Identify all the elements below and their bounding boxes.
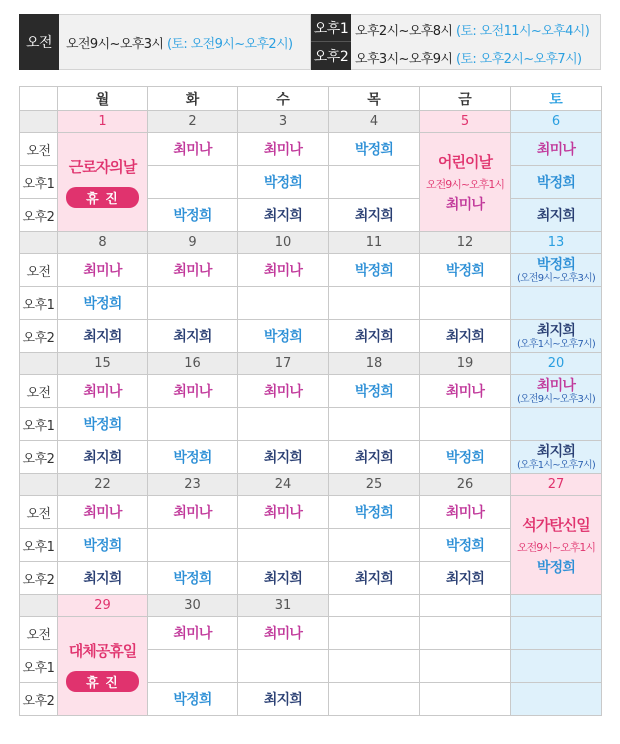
shift-cell: 최미나 xyxy=(58,375,148,408)
date-cell: 4 xyxy=(329,111,420,133)
date-cell: 16 xyxy=(148,353,238,375)
slot-row xyxy=(20,133,602,166)
shift-cell xyxy=(420,650,511,683)
date-blank xyxy=(20,595,58,617)
date-cell: 19 xyxy=(420,353,511,375)
shift-cell: 최미나 xyxy=(148,133,238,166)
date-cell: 1 xyxy=(58,111,148,133)
holiday-staff: 박정희 xyxy=(536,559,576,576)
weekday-tue: 화 xyxy=(148,87,238,111)
shift-cell xyxy=(329,408,420,441)
slot-label: 오후2 xyxy=(20,320,58,353)
shift-cell: 박정희 xyxy=(329,254,420,287)
legend-afternoon1-hours: 오후2시~오후8시 (토: 오전11시~오후4시) xyxy=(355,24,590,39)
saturday-shift-cell xyxy=(511,441,602,474)
holiday-cell-substitute xyxy=(58,617,148,716)
date-cell: 25 xyxy=(329,474,420,496)
shift-cell: 최지희 xyxy=(58,441,148,474)
holiday-title: 어린이날 xyxy=(438,152,492,171)
shift-cell: 최미나 xyxy=(238,496,329,529)
date-cell: 8 xyxy=(58,232,148,254)
date-cell: 30 xyxy=(148,595,238,617)
weekday-wed: 수 xyxy=(238,87,329,111)
slot-row xyxy=(20,287,602,320)
date-cell: 27 xyxy=(511,474,602,496)
shift-cell xyxy=(329,287,420,320)
legend-morning-tag: 오전 xyxy=(19,14,59,70)
holiday-cell-childrens-day xyxy=(420,133,511,232)
shift-cell xyxy=(420,287,511,320)
holiday-title: 근로자의날 xyxy=(68,158,137,176)
staff-name: 최미나 xyxy=(536,377,576,394)
shift-cell: 최미나 xyxy=(511,133,602,166)
shift-cell xyxy=(148,166,238,199)
date-blank xyxy=(20,232,58,254)
shift-cell: 박정희 xyxy=(238,166,329,199)
date-blank xyxy=(20,474,58,496)
holiday-hours: 오전9시~오후1시 xyxy=(426,177,504,191)
shift-cell: 최지희 xyxy=(58,562,148,595)
shift-cell: 최미나 xyxy=(148,617,238,650)
shift-cell: 박정희 xyxy=(238,320,329,353)
staff-hours: (오후1시~오후7시) xyxy=(516,338,596,350)
shift-cell xyxy=(511,287,602,320)
shift-cell: 최지희 xyxy=(329,562,420,595)
shift-cell: 최미나 xyxy=(238,133,329,166)
shift-cell: 최미나 xyxy=(238,617,329,650)
shift-cell: 최미나 xyxy=(58,496,148,529)
shift-cell: 최지희 xyxy=(238,683,329,716)
holiday-cell-buddha xyxy=(511,496,602,595)
weekday-sat: 토 xyxy=(511,87,602,111)
shift-cell: 박정희 xyxy=(58,529,148,562)
slot-label: 오후1 xyxy=(20,166,58,199)
shift-cell: 최지희 xyxy=(329,320,420,353)
date-cell xyxy=(511,595,602,617)
slot-label: 오후1 xyxy=(20,529,58,562)
schedule-calendar xyxy=(19,86,602,716)
weekday-thu: 목 xyxy=(329,87,420,111)
slot-row xyxy=(20,496,602,529)
weekday-fri: 금 xyxy=(420,87,511,111)
date-cell: 5 xyxy=(420,111,511,133)
date-cell: 20 xyxy=(511,353,602,375)
staff-hours: (오전9시~오후3시) xyxy=(516,272,596,284)
slot-row xyxy=(20,408,602,441)
legend-afternoon2-tag: 오후2 xyxy=(311,42,351,70)
staff-hours: (오전9시~오후3시) xyxy=(516,393,596,405)
shift-cell xyxy=(148,529,238,562)
shift-cell: 박정희 xyxy=(511,166,602,199)
saturday-shift-cell xyxy=(511,254,602,287)
weekday-mon: 월 xyxy=(58,87,148,111)
closed-badge: 휴 진 xyxy=(66,187,139,208)
date-cell: 3 xyxy=(238,111,329,133)
date-row xyxy=(20,232,602,254)
shift-cell xyxy=(329,166,420,199)
shift-cell: 최지희 xyxy=(420,320,511,353)
corner-cell xyxy=(20,87,58,111)
shift-cell: 박정희 xyxy=(148,562,238,595)
slot-row xyxy=(20,441,602,474)
shift-cell xyxy=(238,650,329,683)
slot-row xyxy=(20,320,602,353)
shift-cell: 박정희 xyxy=(58,287,148,320)
date-cell: 18 xyxy=(329,353,420,375)
legend-afternoon1-tag: 오후1 xyxy=(311,14,351,42)
date-row xyxy=(20,353,602,375)
date-blank xyxy=(20,353,58,375)
date-row xyxy=(20,595,602,617)
date-cell: 22 xyxy=(58,474,148,496)
shift-cell xyxy=(238,529,329,562)
slot-label: 오전 xyxy=(20,254,58,287)
shift-cell: 최미나 xyxy=(420,375,511,408)
shift-cell xyxy=(329,529,420,562)
holiday-staff: 최미나 xyxy=(445,196,485,213)
shift-cell: 최지희 xyxy=(420,562,511,595)
slot-label: 오후2 xyxy=(20,683,58,716)
holiday-hours: 오전9시~오후1시 xyxy=(517,540,595,554)
date-cell xyxy=(420,595,511,617)
shift-cell: 박정희 xyxy=(420,254,511,287)
holiday-cell-labor-day xyxy=(58,133,148,232)
shift-cell: 최미나 xyxy=(148,254,238,287)
shift-cell: 박정희 xyxy=(329,133,420,166)
shift-cell xyxy=(148,287,238,320)
shift-cell: 박정희 xyxy=(148,683,238,716)
date-cell: 26 xyxy=(420,474,511,496)
shift-cell: 최지희 xyxy=(511,199,602,232)
shift-cell: 최미나 xyxy=(420,496,511,529)
shift-cell: 박정희 xyxy=(148,441,238,474)
shift-cell: 최미나 xyxy=(238,254,329,287)
shift-cell xyxy=(511,683,602,716)
slot-row xyxy=(20,375,602,408)
date-cell: 9 xyxy=(148,232,238,254)
shift-cell xyxy=(511,617,602,650)
slot-label: 오후2 xyxy=(20,562,58,595)
legend-morning-hours: 오전9시~오후3시 (토: 오전9시~오후2시) xyxy=(66,37,293,52)
hours-legend xyxy=(19,14,601,70)
shift-cell: 박정희 xyxy=(329,496,420,529)
date-cell: 6 xyxy=(511,111,602,133)
date-cell: 2 xyxy=(148,111,238,133)
staff-name: 최지희 xyxy=(536,443,576,460)
date-cell: 29 xyxy=(58,595,148,617)
date-cell: 12 xyxy=(420,232,511,254)
shift-cell xyxy=(511,408,602,441)
shift-cell: 박정희 xyxy=(329,375,420,408)
date-cell xyxy=(329,595,420,617)
shift-cell: 박정희 xyxy=(420,529,511,562)
shift-cell: 최지희 xyxy=(238,441,329,474)
shift-cell xyxy=(329,650,420,683)
shift-cell xyxy=(238,408,329,441)
date-cell: 31 xyxy=(238,595,329,617)
slot-label: 오후1 xyxy=(20,287,58,320)
weekday-header-row xyxy=(20,87,602,111)
staff-name: 박정희 xyxy=(536,256,576,273)
legend-afternoon2-hours: 오후3시~오후9시 (토: 오후2시~오후7시) xyxy=(355,52,582,67)
date-cell: 17 xyxy=(238,353,329,375)
closed-badge: 휴 진 xyxy=(66,671,139,692)
shift-cell xyxy=(420,408,511,441)
slot-row xyxy=(20,617,602,650)
saturday-shift-cell xyxy=(511,375,602,408)
shift-cell xyxy=(329,683,420,716)
slot-label: 오전 xyxy=(20,496,58,529)
staff-hours: (오후1시~오후7시) xyxy=(516,459,596,471)
shift-cell: 박정희 xyxy=(148,199,238,232)
slot-row xyxy=(20,254,602,287)
shift-cell: 최지희 xyxy=(329,441,420,474)
date-blank xyxy=(20,111,58,133)
slot-label: 오전 xyxy=(20,617,58,650)
date-row xyxy=(20,111,602,133)
staff-name: 최지희 xyxy=(536,322,576,339)
shift-cell xyxy=(238,287,329,320)
shift-cell: 최미나 xyxy=(58,254,148,287)
slot-label: 오후1 xyxy=(20,650,58,683)
shift-cell: 최미나 xyxy=(148,496,238,529)
date-cell: 10 xyxy=(238,232,329,254)
slot-label: 오전 xyxy=(20,133,58,166)
slot-label: 오전 xyxy=(20,375,58,408)
shift-cell: 최지희 xyxy=(58,320,148,353)
shift-cell: 박정희 xyxy=(58,408,148,441)
shift-cell: 박정희 xyxy=(420,441,511,474)
date-row xyxy=(20,474,602,496)
shift-cell: 최미나 xyxy=(238,375,329,408)
date-cell: 15 xyxy=(58,353,148,375)
shift-cell: 최지희 xyxy=(329,199,420,232)
holiday-title: 대체공휴일 xyxy=(68,642,137,660)
shift-cell xyxy=(148,650,238,683)
shift-cell: 최미나 xyxy=(148,375,238,408)
slot-label: 오후2 xyxy=(20,199,58,232)
shift-cell xyxy=(420,617,511,650)
shift-cell xyxy=(329,617,420,650)
date-cell: 13 xyxy=(511,232,602,254)
slot-label: 오후1 xyxy=(20,408,58,441)
shift-cell xyxy=(420,683,511,716)
shift-cell: 최지희 xyxy=(238,562,329,595)
shift-cell: 최지희 xyxy=(238,199,329,232)
slot-label: 오후2 xyxy=(20,441,58,474)
holiday-title: 석가탄신일 xyxy=(522,515,590,534)
shift-cell xyxy=(148,408,238,441)
date-cell: 23 xyxy=(148,474,238,496)
date-cell: 24 xyxy=(238,474,329,496)
shift-cell xyxy=(511,650,602,683)
saturday-shift-cell xyxy=(511,320,602,353)
shift-cell: 최지희 xyxy=(148,320,238,353)
date-cell: 11 xyxy=(329,232,420,254)
